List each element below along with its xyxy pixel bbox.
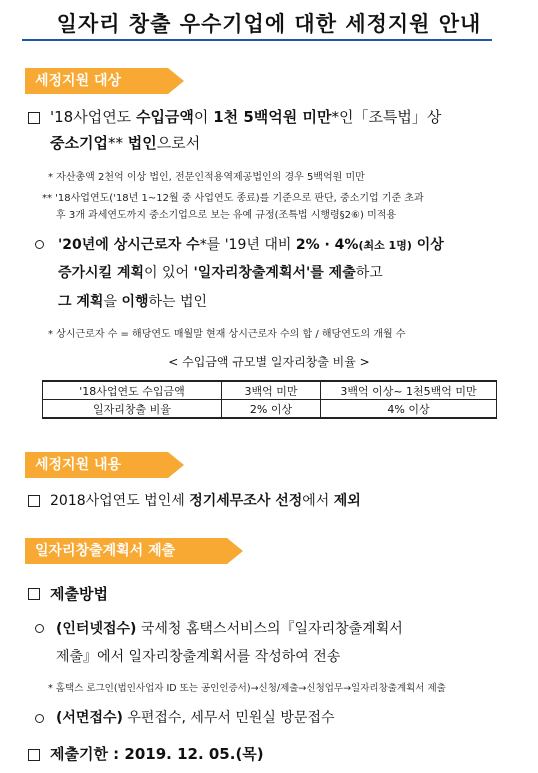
footnote-employee-count: * 상시근로자 수 = 해당연도 매월말 현재 상시근로자 수의 합 / 해당연도의 개월 수 — [48, 329, 406, 340]
text-segment: 국세청 홈택스서비스의『일자리창출계획서 — [136, 621, 403, 637]
target-criteria-line2 — [50, 132, 200, 153]
text-segment: 하고 — [355, 265, 383, 281]
text-bold: 1천 5백억원 미만 — [213, 108, 332, 126]
text-bold: 제외 — [333, 493, 361, 509]
ratio-table — [42, 380, 497, 419]
text-bold: 수입금액 — [135, 108, 194, 126]
deadline-line — [50, 743, 264, 764]
text-bold: 이상 — [411, 237, 444, 253]
text-segment: 으로서 — [156, 134, 201, 152]
footnote-grace-line1: ** '18사업연도('18년 1~12월 중 사업연도 종료)를 기준으로 판단, 중소기업 기준 초과 — [42, 193, 424, 204]
text-segment: 을 — [103, 294, 122, 310]
text-bold: 법인 — [127, 134, 157, 152]
checkbox-bullet-icon — [28, 112, 40, 124]
deadline-label: 제출기한 : — [50, 745, 125, 763]
footnote-grace-line2: 후 3개 과세연도까지 중소기업으로 보는 유예 규정(조특법 시행령§2⑥) 미적용 — [56, 210, 397, 221]
footnote-asset: * 자산총액 2천억 이상 법인, 전문인적용역제공법인의 경우 5백억원 미만 — [48, 172, 365, 183]
text-bold: 2% · 4% — [295, 237, 359, 253]
hometax-path-note: * 홈택스 로그인(법인사업자 ID 또는 공인인증서)→신청/제출→신청업무→일자리창출계획서 제출 — [48, 683, 446, 694]
text-segment: '18사업연도 — [50, 108, 136, 126]
checkbox-bullet-icon — [28, 588, 40, 600]
table-cell: 3백억 미만 — [222, 381, 321, 400]
table-caption: < 수입금액 규모별 일자리창출 비율 > — [168, 355, 370, 369]
text-bold: (서면접수) — [56, 710, 123, 726]
online-submission-line2: 제출』에서 일자리창출계획서를 작성하여 전송 — [56, 649, 341, 665]
section-banner-label: 세정지원 대상 — [35, 73, 122, 89]
text-bold: 이행 — [121, 294, 149, 310]
method-title: 제출방법 — [50, 585, 108, 603]
text-bold: '일자리창출계획서'를 제출 — [193, 265, 356, 281]
section-banner-label: 세정지원 내용 — [35, 457, 122, 473]
support-content-line — [50, 490, 361, 510]
section-banner-target — [25, 68, 168, 94]
text-segment: *인「조특법」상 — [331, 108, 442, 126]
section-banner-label: 일자리창출계획서 제출 — [35, 543, 176, 559]
section-banner-submission — [25, 538, 227, 564]
page-title: 일자리 창출 우수기업에 대한 세정지원 안내 — [56, 12, 482, 36]
text-segment: *를 '19년 대비 — [199, 237, 296, 253]
checkbox-bullet-icon — [28, 749, 40, 761]
table-cell: 4% 이상 — [321, 400, 497, 419]
text-bold: 그 계획 — [58, 294, 104, 310]
deadline-value: 2019. 12. 05.(목) — [124, 745, 264, 763]
table-cell: 2% 이상 — [222, 400, 321, 419]
text-segment: 2018사업연도 법인세 — [50, 493, 190, 509]
section-banner-content — [25, 452, 168, 478]
circle-bullet-icon — [35, 624, 44, 633]
text-segment: 에서 — [302, 493, 334, 509]
text-bold: 증가시킬 계획 — [58, 265, 145, 281]
table-cell: '18사업연도 수입금액 — [43, 381, 222, 400]
paper-submission-line — [56, 707, 335, 727]
employee-criteria-line1 — [58, 234, 444, 254]
employee-criteria-line3 — [58, 291, 207, 311]
text-segment: 이 — [193, 108, 214, 126]
circle-bullet-icon — [35, 240, 44, 249]
checkbox-bullet-icon — [28, 495, 40, 507]
text-bold: 정기세무조사 선정 — [189, 493, 303, 509]
text-segment: 하는 법인 — [148, 294, 208, 310]
text-bold: '20년에 상시근로자 수 — [58, 237, 200, 253]
table-row — [43, 400, 497, 419]
text-bold: (최소 1명) — [358, 239, 412, 252]
employee-criteria-line2 — [58, 262, 383, 282]
text-bold: (인터넷접수) — [56, 621, 137, 637]
text-segment: 이 있어 — [144, 265, 194, 281]
text-segment: 우편접수, 세무서 민원실 방문접수 — [122, 710, 335, 726]
table-cell: 3백억 이상~ 1천5백억 미만 — [321, 381, 497, 400]
title-underline — [22, 39, 492, 41]
target-criteria-line1 — [50, 106, 441, 127]
circle-bullet-icon — [35, 714, 44, 723]
table-row — [43, 381, 497, 400]
text-bold: 중소기업 — [50, 134, 108, 152]
online-submission-line1 — [56, 618, 403, 638]
text-segment: ** — [107, 134, 128, 152]
table-cell: 일자리창출 비율 — [43, 400, 222, 419]
